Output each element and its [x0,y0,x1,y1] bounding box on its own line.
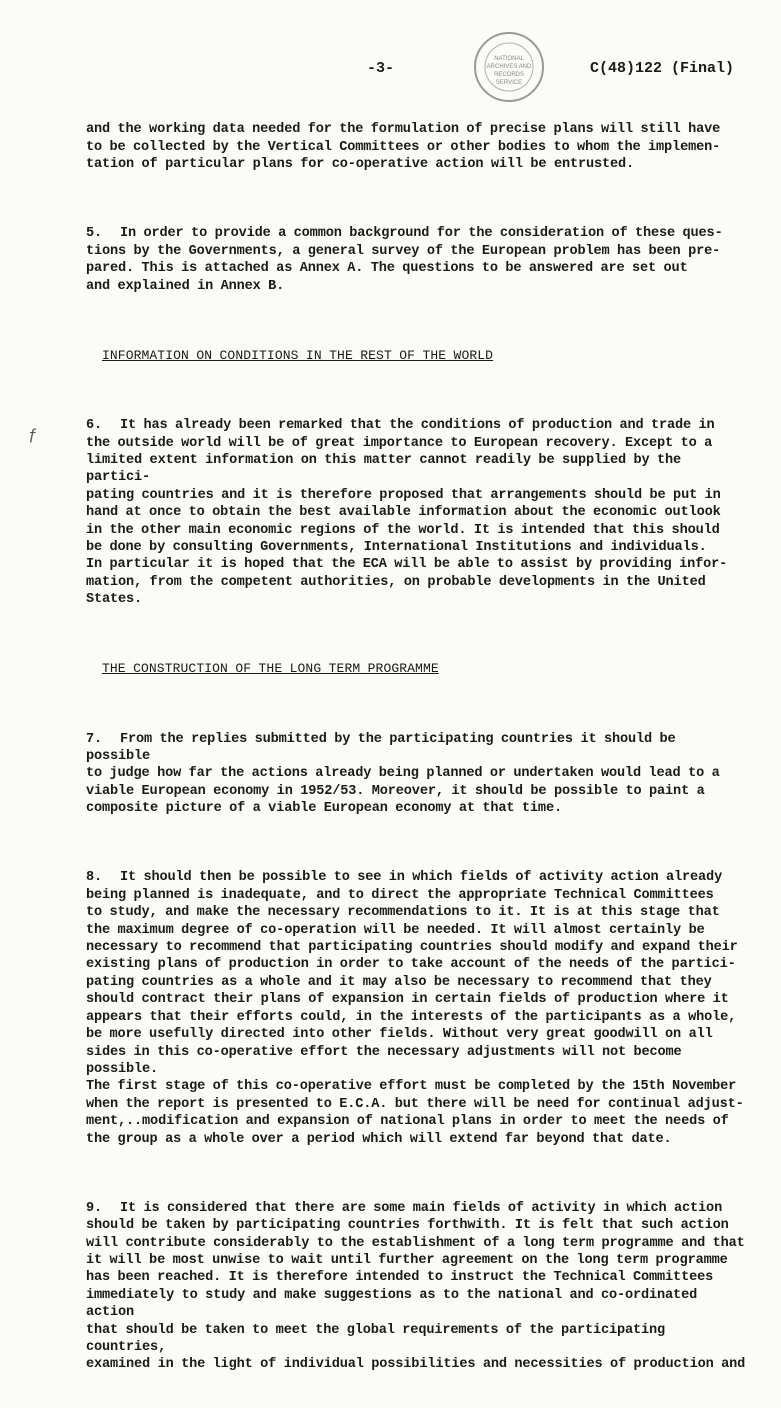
svg-text:RECORDS: RECORDS [493,72,525,78]
page-number: -3- [367,60,395,77]
section-heading-long-term-programme: THE CONSTRUCTION OF THE LONG TERM PROGRAMME [102,661,439,677]
paragraph-number: 7. [86,731,103,747]
paragraph-5: 5. In order to provide a common background for the consideration of these ques- tions by the Governments, a general survey of the European problem has been pre- pared. This is attached as Annex A. The questions to be answered are set out and explained in Annex B. [86,226,723,294]
document-body [86,104,746,1408]
paragraph-9: 9. It is considered that there are some main fields of activity in which action should be taken by participating countries forthwith. It is felt that such action will contribute considerably to the establishment of a long term programme and that it will be most unwise to wait until further agreement on the long term programme has been reached. It is therefore intended to instruct the Technical Committees immediately to study and make suggestions as to the national and co-ordinated action that should be taken to meet the global requirements of the participating countries, examined in the light of individual possibilities and necessities of production and [86,1200,746,1373]
paragraph-6: 6. It has already been remarked that the conditions of production and trade in the outside world will be of great importance to European recovery. Except to a limited extent information on this matter cannot readily be supplied by the partici- pating countries and it is therefore proposed that arrangements should be put in hand at once to obtain the best available information about the economic outlook in the other main economic regions of the world. It is intended that this should be done by consulting Governments, International Institutions and individuals. In particular it is hoped that the ECA will be able to assist by providing infor- mation, from the competent authorities, on probable developments in the United States. [86,418,728,608]
paragraph-number: 5. [86,226,103,242]
svg-text:NATIONAL: NATIONAL [494,56,524,62]
paragraph-number: 6. [86,418,103,434]
svg-text:SERVICE: SERVICE [495,80,523,86]
document-reference: C(48)122 (Final) [590,60,735,77]
archive-stamp [472,30,546,104]
section-heading-information: INFORMATION ON CONDITIONS IN THE REST OF THE WORLD [102,347,494,363]
paragraph-continuation: and the working data needed for the formulation of precise plans will still have to be collected by the Vertical Committees or other bodies to whom the implemen- tation of particular plans for co-operative action will be entrusted. [86,122,721,173]
paragraph-number: 9. [86,1200,103,1216]
paragraph-number: 8. [86,870,103,886]
paragraph-8: 8. It should then be possible to see in which fields of activity action already being planned is inadequate, and to direct the appropriate Technical Committees to study, and make the necessary recommendations to it. It is at this stage that the maximum degree of co-operation will be needed. It will almost certainly be necessary to recommend that participating countries should modify and expand their existing plans of production in order to take account of the needs of the partici- pating countries as a whole and it may also be necessary to recommend that they should contract their plans of expansion in certain fields of production where it appears that their efforts could, in the interests of the participants as a whole, be more usefully directed into other fields. Without very great goodwill on all sides in this co-operative effort the necessary adjustments will not become possible. The first stage of this co-operative effort must be completed by the 15th November when the report is presented to E.C.A. but there will be need for continual adjust- ment,..modification and expansion of national plans in order to meet the needs of the group as a whole over a period which will extend far beyond that date. [86,870,744,1147]
svg-text:ARCHIVES AND: ARCHIVES AND [486,64,532,70]
margin-mark: ƒ [28,426,38,444]
paragraph-7: 7. From the replies submitted by the participating countries it should be possible to judge how far the actions already being planned or undertaken would lead to a viable European economy in 1952/53. Moreover, it should be possible to paint a composite picture of a viable European economy at that time. [86,731,720,817]
